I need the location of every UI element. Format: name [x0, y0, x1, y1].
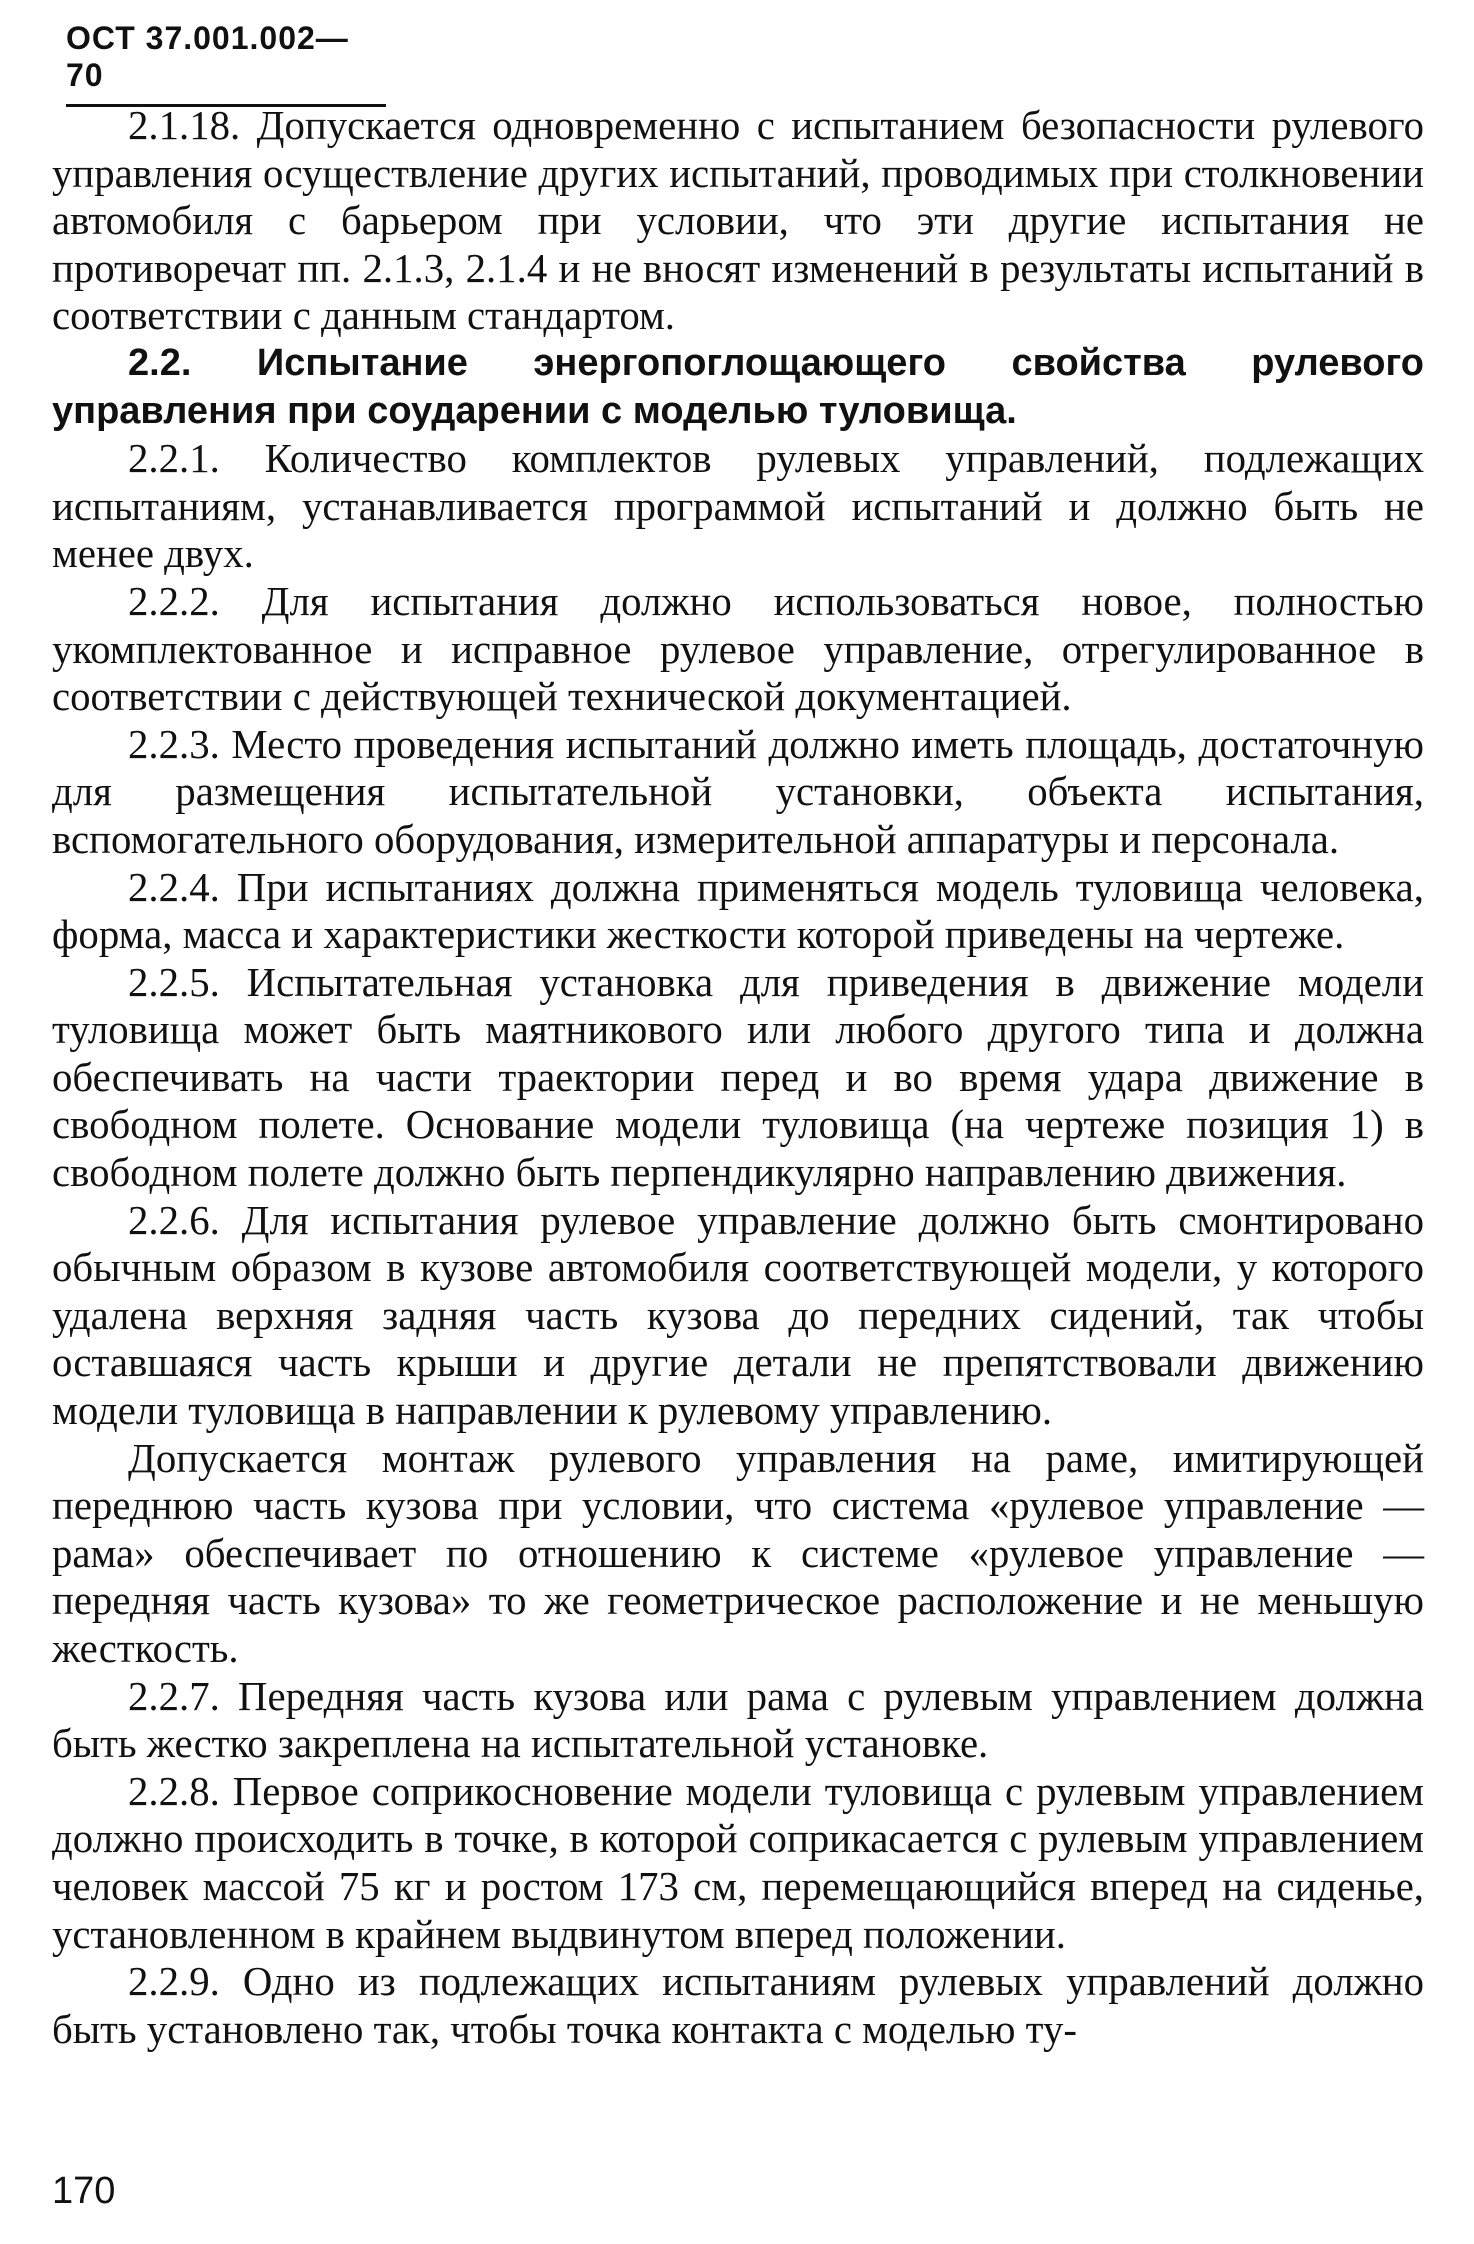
paragraph-2-2-4: 2.2.4. При испытаниях должна применяться модель туловища человека, форма, масса и характеристики жесткости которой приведены на чертеже.	[52, 864, 1424, 958]
page-body	[52, 102, 1424, 2053]
paragraph-2-2-9: 2.2.9. Одно из подлежащих испытаниям рулевых управлений должно быть установлено так, чтобы точка контакта с моделью ту-	[52, 1959, 1424, 2052]
paragraph-2-1-18: 2.1.18. Допускается одновременно с испытанием безопасности рулевого управления осуществление других испытаний, проводимых при столкновении автомобиля с барьером при условии, что эти другие испытания не противоречат пп. 2.1.3, 2.1.4 и не вносят изменений в результаты испытаний в соответствии с данным стандартом.	[52, 103, 1424, 339]
paragraph-2-2-5: 2.2.5. Испытательная установка для приведения в движение модели туловища может быть маятникового или любого другого типа и должна обеспечивать на части траектории перед и во время удара движение в свободном полете. Основание модели туловища (на чертеже позиция 1) в свободном полете должно быть перпендикулярно направлению движения.	[52, 959, 1424, 1196]
paragraph-2-2-6-continued: Допускается монтаж рулевого управления на раме, имитирующей переднюю часть кузова при условии, что система «рулевое управление — рама» обеспечивает по отношению к системе «рулевое управление — передняя часть кузова» то же геометрическое расположение и не меньшую жесткость.	[52, 1435, 1424, 1671]
paragraph-2-2-2: 2.2.2. Для испытания должно использоваться новое, полностью укомплектованное и исправное рулевое управление, отрегулированное в соответствии с действующей технической документацией.	[52, 578, 1424, 720]
paragraph-2-2-7: 2.2.7. Передняя часть кузова или рама с рулевым управлением должна быть жестко закреплена на испытательной установке.	[52, 1673, 1424, 1767]
paragraph-2-2-6: 2.2.6. Для испытания рулевое управление должно быть смонтировано обычным образом в кузове автомобиля соответствующей модели, у которого удалена верхняя задняя часть кузова до передних сидений, так чтобы оставшаяся часть крыши и другие детали не препятствовали движению модели туловища в направлении к рулевому управлению.	[52, 1197, 1424, 1434]
paragraph-2-2-3: 2.2.3. Место проведения испытаний должно иметь площадь, достаточную для размещения испытательной установки, объекта испытания, вспомогательного оборудования, измерительной аппаратуры и персонала.	[52, 721, 1424, 862]
section-heading-2-2: 2.2. Испытание энергопоглощающего свойства рулевого управления при соударении с моделью туловища.	[52, 341, 1424, 432]
document-code-header: ОСТ 37.001.002—70	[66, 20, 386, 107]
paragraph-2-2-8: 2.2.8. Первое соприкосновение модели туловища с рулевым управлением должно происходить в точке, в которой соприкасается с рулевым управлением человек массой 75 кг и ростом 173 см, перемещающийся вперед на сиденье, установленном в крайнем выдвинутом вперед положении.	[52, 1768, 1424, 1957]
paragraph-2-2-1: 2.2.1. Количество комплектов рулевых управлений, подлежащих испытаниям, устанавливается программой испытаний и должно быть не менее двух.	[52, 436, 1424, 577]
page-number: 170	[52, 2170, 116, 2212]
